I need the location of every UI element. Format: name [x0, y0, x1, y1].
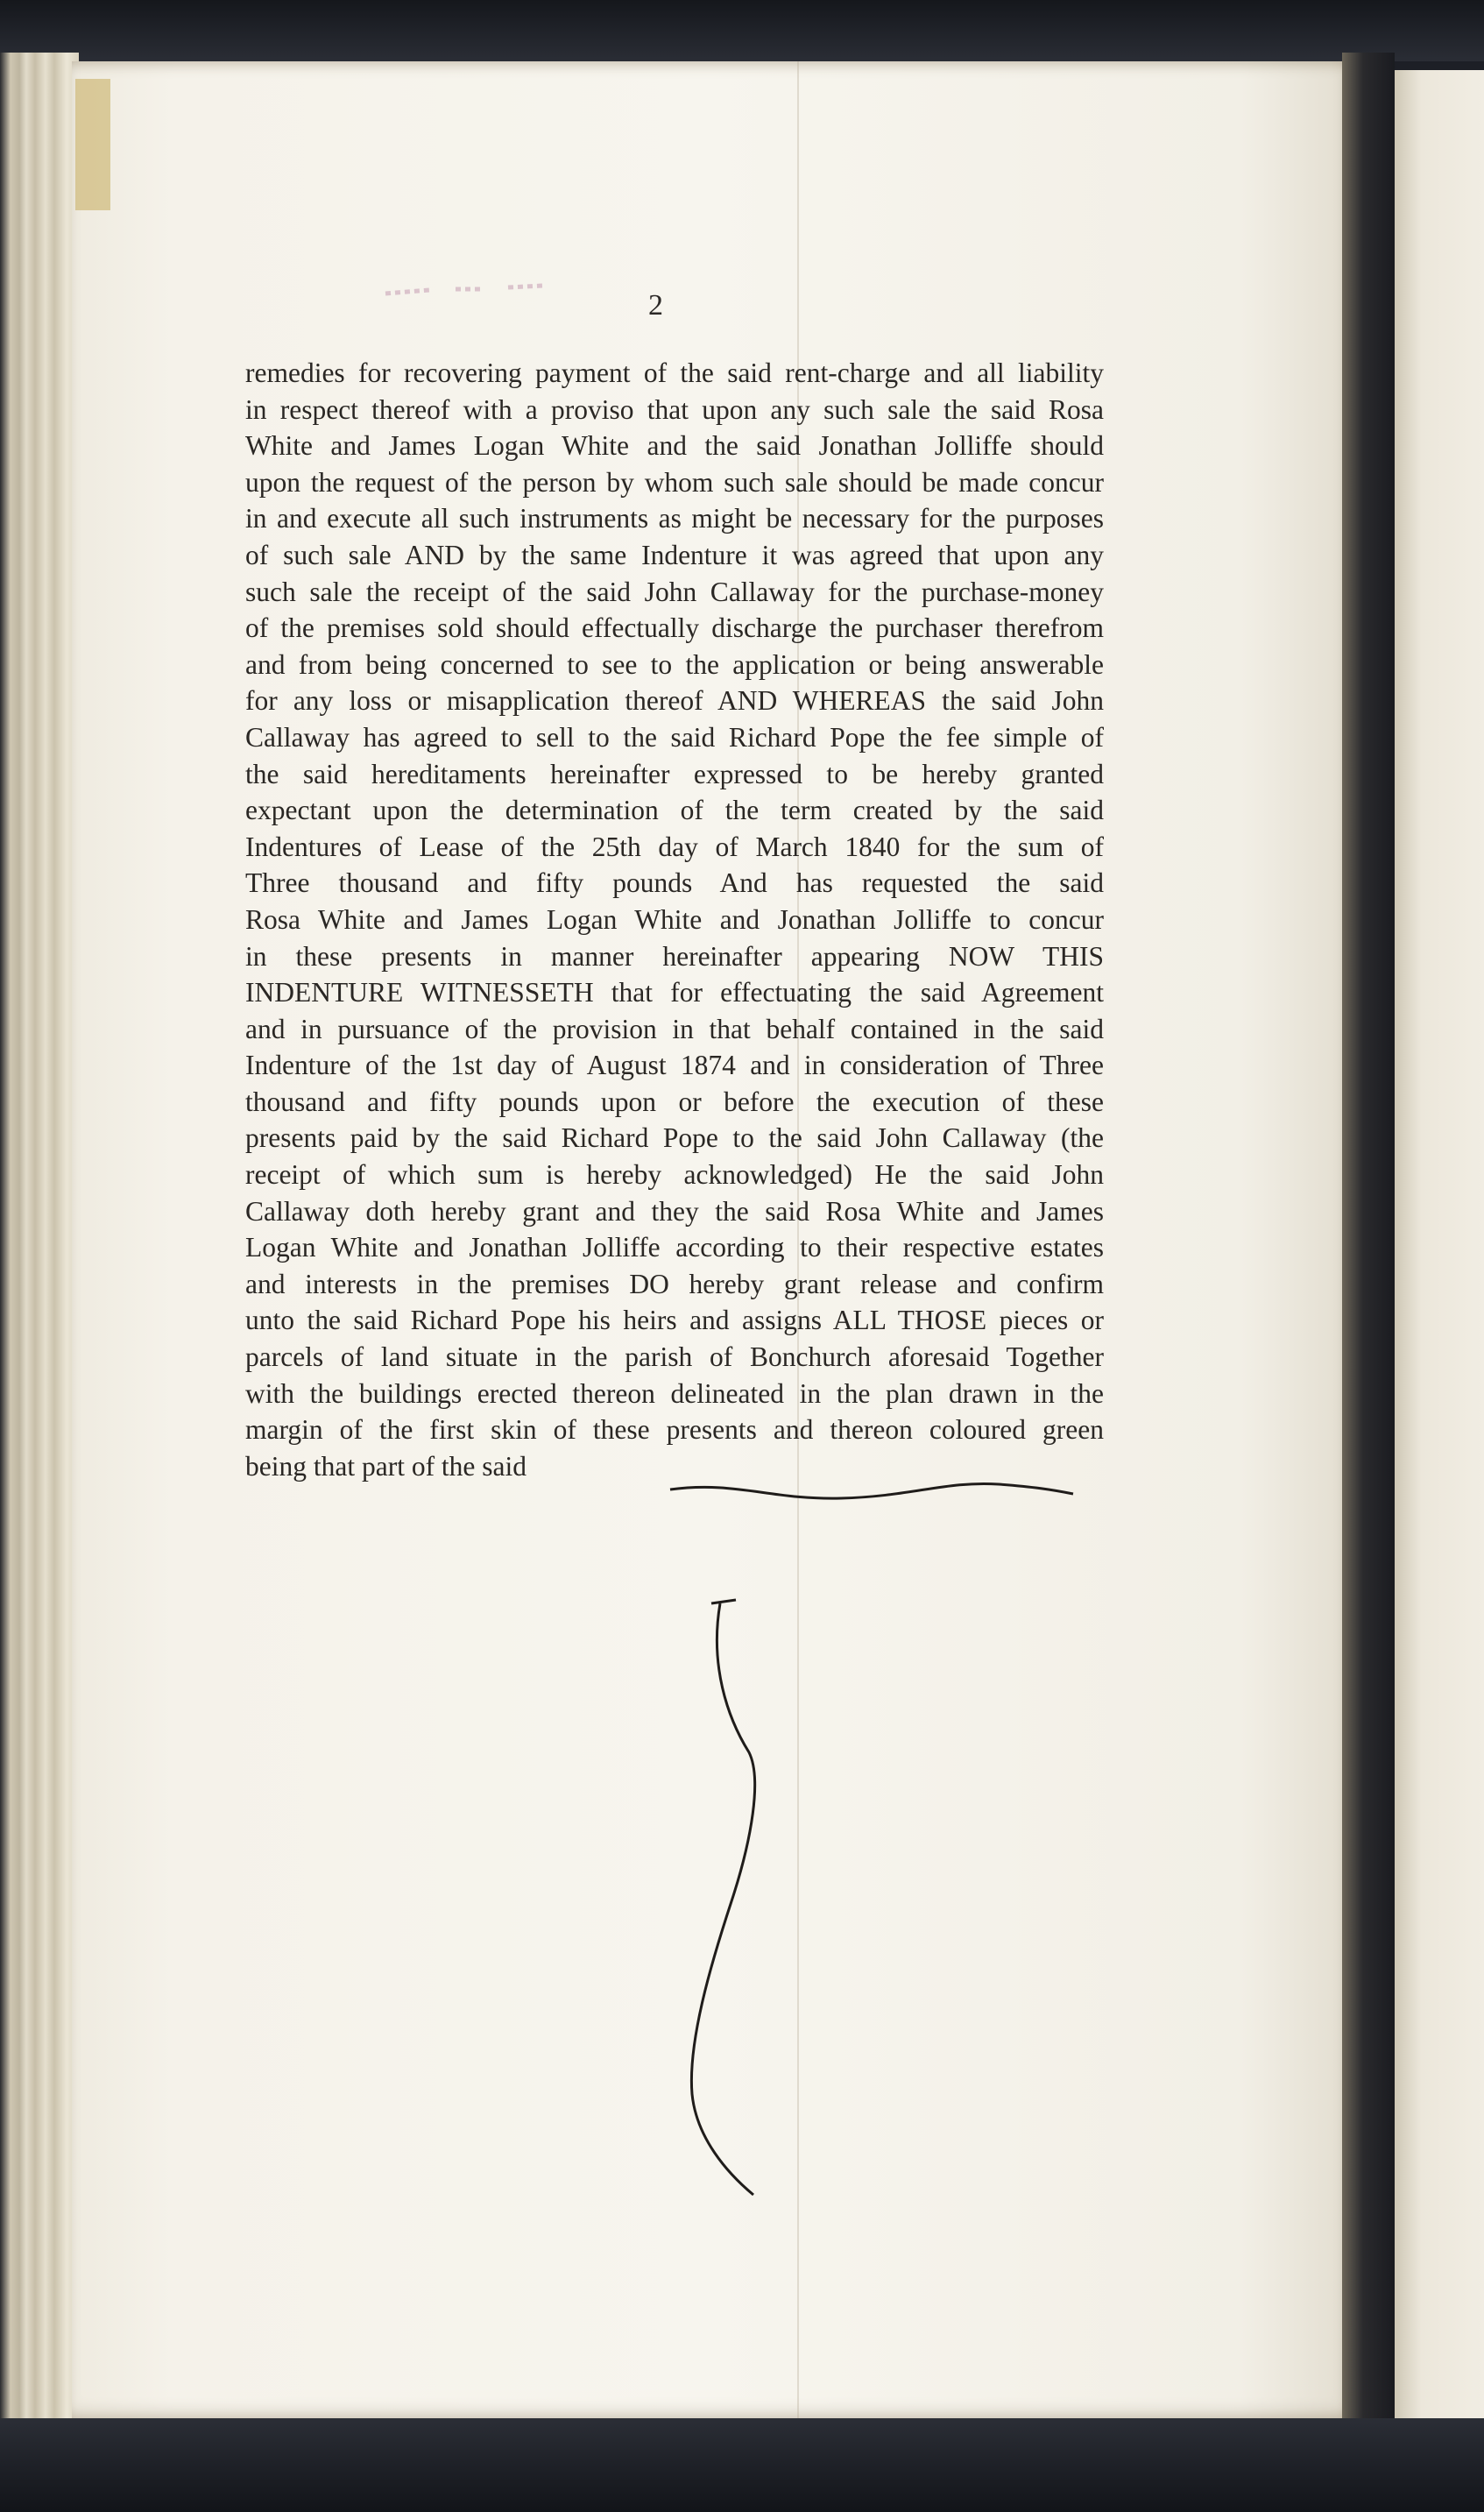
text-line: Callaway has agreed to sell to the said Richard Pope the fee simple of [245, 721, 1104, 753]
text-line: parcels of land situate in the parish of Bonchurch aforesaid Together [245, 1341, 1104, 1373]
text-line: Indentures of Lease of the 25th day of March 1840 for the sum of [245, 831, 1104, 862]
text-line: in respect thereof with a proviso that upon any such sale the said Rosa [245, 393, 1104, 425]
text-line: with the buildings erected thereon delineated in the plan drawn in the [245, 1377, 1104, 1409]
text-line: of the premises sold should effectually discharge the purchaser therefrom [245, 612, 1104, 644]
text-line: Logan White and Jonathan Jolliffe according to their respective estates [245, 1232, 1104, 1263]
text-line: White and James Logan White and the said Jonathan Jolliffe should [245, 430, 1104, 462]
text-line: in these presents in manner hereinafter appearing NOW THIS [245, 940, 1104, 972]
text-line: thousand and fifty pounds upon or before the execution of these [245, 1086, 1104, 1117]
text-line: upon the request of the person by whom such sale should be made concur [245, 466, 1104, 498]
text-line: receipt of which sum is hereby acknowledged) He the said John [245, 1159, 1104, 1191]
text-line: Indenture of the 1st day of August 1874 and in consideration of Three [245, 1050, 1104, 1081]
ink-flourish-vertical [691, 1600, 754, 2195]
text-line: for any loss or misapplication thereof AND WHEREAS the said John [245, 685, 1104, 717]
text-line: presents paid by the said Richard Pope to the said John Callaway (the [245, 1122, 1104, 1154]
text-line: remedies for recovering payment of the said rent-charge and all liability [245, 357, 1104, 388]
text-line: in and execute all such instruments as might be necessary for the purposes [245, 503, 1104, 534]
text-line: the said hereditaments hereinafter expressed to be hereby granted [245, 758, 1104, 789]
text-line: unto the said Richard Pope his heirs and assigns ALL THOSE pieces or [245, 1305, 1104, 1336]
text-line: INDENTURE WITNESSETH that for effectuating the said Agreement [245, 977, 1104, 1008]
text-line: margin of the first skin of these presents and thereon coloured green [245, 1414, 1104, 1446]
text-line: of such sale AND by the same Indenture it was agreed that upon any [245, 539, 1104, 570]
text-line: and from being concerned to see to the application or being answerable [245, 648, 1104, 680]
text-line: Callaway doth hereby grant and they the said Rosa White and James [245, 1195, 1104, 1227]
text-line: expectant upon the determination of the term created by the said [245, 795, 1104, 826]
faint-pink-marks [385, 286, 543, 294]
text-line: Three thousand and fifty pounds And has requested the said [245, 867, 1104, 899]
text-line: being that part of the said [245, 1450, 527, 1482]
page-number: 2 [648, 289, 663, 322]
text-line: such sale the receipt of the said John Callaway for the purchase-money [245, 576, 1104, 607]
text-line: Rosa White and James Logan White and Jonathan Jolliffe to concur [245, 903, 1104, 935]
ink-flourish-horizontal [670, 1483, 1073, 1498]
text-line: and interests in the premises DO hereby grant release and confirm [245, 1268, 1104, 1299]
text-line: and in pursuance of the provision in that behalf contained in the said [245, 1013, 1104, 1044]
